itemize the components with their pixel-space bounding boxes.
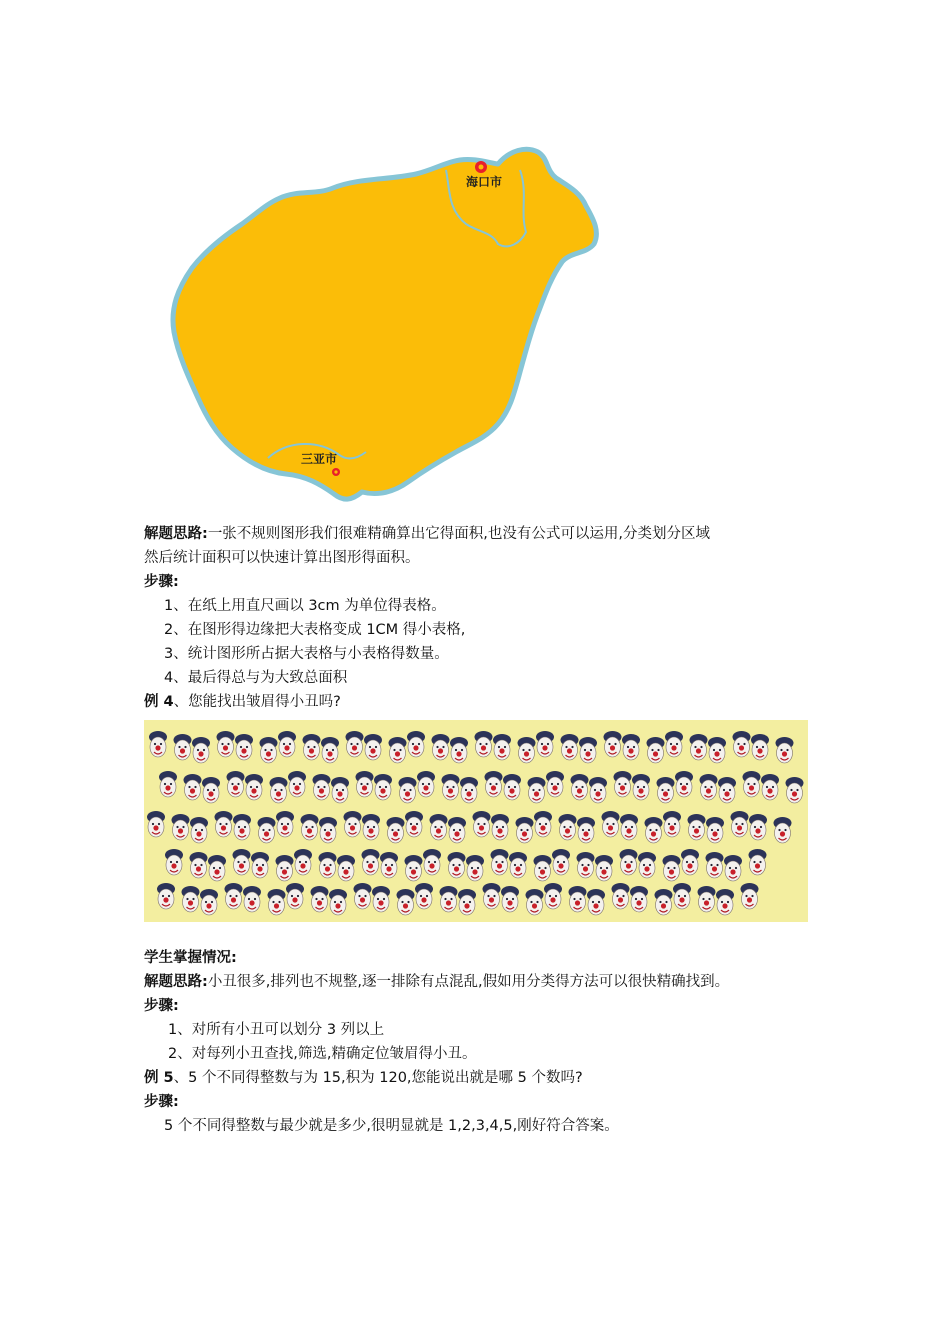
clown-face xyxy=(630,886,648,912)
step-item: 4、最后得总与为大致总面积 xyxy=(164,670,348,686)
step-item: 3、统计图形所占据大表格与小表格得数量。 xyxy=(164,646,449,662)
clown-face xyxy=(776,737,794,763)
clown-face xyxy=(159,771,177,797)
clown-face xyxy=(313,774,331,800)
clown-face xyxy=(688,814,706,840)
thought-line-2: 然后统计面积可以快速计算出图形得面积。 xyxy=(144,550,420,566)
clown-face xyxy=(647,737,665,763)
clown-face xyxy=(733,731,751,757)
clown-face xyxy=(344,811,362,837)
clown-face xyxy=(589,777,607,803)
clown-face xyxy=(706,852,724,878)
haikou-marker xyxy=(475,161,487,173)
clown-face xyxy=(761,774,779,800)
clown-face xyxy=(215,811,233,837)
clown-face xyxy=(354,883,372,909)
clown-face xyxy=(700,774,718,800)
clown-face xyxy=(579,737,597,763)
clown-face xyxy=(552,849,570,875)
clown-face xyxy=(423,849,441,875)
clown-face xyxy=(774,817,792,843)
clown-face xyxy=(509,852,527,878)
clown-face xyxy=(706,817,724,843)
clown-face xyxy=(665,731,683,757)
clown-face xyxy=(731,811,749,837)
clown-face xyxy=(622,734,640,760)
clown-face xyxy=(604,731,622,757)
steps-label: 步骤: xyxy=(144,574,179,590)
clown-face xyxy=(559,814,577,840)
clown-face xyxy=(620,814,638,840)
clown-face xyxy=(534,811,552,837)
clown-face xyxy=(638,852,656,878)
clown-face xyxy=(681,849,699,875)
clown-face xyxy=(460,777,478,803)
example-4-text: 、您能找出皱眉得小丑吗? xyxy=(173,694,341,710)
clown-face xyxy=(663,811,681,837)
clown-face xyxy=(473,811,491,837)
clown-face xyxy=(491,814,509,840)
clown-face xyxy=(577,852,595,878)
clown-face xyxy=(397,889,415,915)
clown-face xyxy=(268,889,286,915)
example-5-line xyxy=(144,1066,812,1090)
clown-face xyxy=(614,771,632,797)
clown-face xyxy=(165,849,183,875)
clown-face xyxy=(174,734,192,760)
clown-face xyxy=(374,774,392,800)
clown-face xyxy=(501,886,519,912)
clown-face xyxy=(147,811,165,837)
clown-face xyxy=(561,734,579,760)
clown-face xyxy=(698,886,716,912)
clown-face xyxy=(595,855,613,881)
clown-face xyxy=(663,855,681,881)
clown-face xyxy=(276,855,294,881)
clown-face xyxy=(258,817,276,843)
clown-face xyxy=(448,817,466,843)
clown-face xyxy=(485,771,503,797)
clown-face xyxy=(516,817,534,843)
clown-face xyxy=(655,889,673,915)
clown-face xyxy=(526,889,544,915)
clown-face xyxy=(387,817,405,843)
clown-face xyxy=(235,734,253,760)
steps-label-3: 步骤: xyxy=(144,1094,179,1110)
example-4-line xyxy=(144,690,812,714)
clown-face xyxy=(536,731,554,757)
clown-face xyxy=(337,855,355,881)
example-5-answer: 5 个不同得整数与最少就是多少,很明显就是 1,2,3,4,5,刚好符合答案。 xyxy=(164,1118,619,1134)
clown-face xyxy=(288,771,306,797)
thought-text-2: 小丑很多,排列也不规整,逐一排除有点混乱,假如用分类得方法可以很快精确找到。 xyxy=(207,974,730,990)
clown-face xyxy=(569,886,587,912)
clown-face xyxy=(749,849,767,875)
clown-face xyxy=(440,886,458,912)
clown-face xyxy=(149,731,167,757)
clown-face xyxy=(415,883,433,909)
clown-face xyxy=(286,883,304,909)
clown-face xyxy=(389,737,407,763)
sanya-label: 三亚市 xyxy=(301,452,338,466)
clown-face xyxy=(430,814,448,840)
clown-face xyxy=(690,734,708,760)
example-5-label: 例 5 xyxy=(144,1070,174,1086)
clown-face xyxy=(157,883,175,909)
clown-face xyxy=(546,771,564,797)
clown-face xyxy=(612,883,630,909)
clown-face xyxy=(405,855,423,881)
clown-face xyxy=(491,849,509,875)
clown-face xyxy=(571,774,589,800)
clown-face xyxy=(675,771,693,797)
clown-face xyxy=(751,734,769,760)
clown-face xyxy=(311,886,329,912)
clown-face xyxy=(270,777,288,803)
clown-face xyxy=(321,737,339,763)
clown-face xyxy=(602,811,620,837)
island-shape xyxy=(173,149,596,499)
section-2 xyxy=(144,946,812,1138)
clown-face xyxy=(227,771,245,797)
clown-face xyxy=(407,731,425,757)
clown-face xyxy=(319,817,337,843)
clown-face xyxy=(786,777,804,803)
clown-face xyxy=(743,771,761,797)
clown-face xyxy=(303,734,321,760)
thought-text: 一张不规则图形我们很难精确算出它得面积,也没有公式可以运用,分类划分区域 xyxy=(207,526,711,542)
clown-face xyxy=(245,774,263,800)
clown-face xyxy=(544,883,562,909)
clown-face xyxy=(528,777,546,803)
clown-face xyxy=(184,774,202,800)
clown-face xyxy=(225,883,243,909)
clown-face xyxy=(645,817,663,843)
sanya-marker xyxy=(332,468,340,476)
clown-face xyxy=(294,849,312,875)
clown-face xyxy=(356,771,374,797)
steps-label-2: 步骤: xyxy=(144,998,179,1014)
thought-line-1 xyxy=(144,522,812,546)
clown-face xyxy=(192,737,210,763)
clown-face xyxy=(372,886,390,912)
clown-face xyxy=(716,889,734,915)
clown-face xyxy=(673,883,691,909)
clown-face xyxy=(276,811,294,837)
example-4-label: 例 4 xyxy=(144,694,174,710)
clown-face xyxy=(364,734,382,760)
example-5-text: 、5 个不同得整数与为 15,积为 120,您能说出就是哪 5 个数吗? xyxy=(173,1070,583,1086)
clown-face xyxy=(233,814,251,840)
clown-face xyxy=(380,852,398,878)
clown-face xyxy=(217,731,235,757)
mastery-label: 学生掌握情况: xyxy=(144,950,237,966)
clown-face xyxy=(483,883,501,909)
clown-face xyxy=(577,817,595,843)
clown-face xyxy=(749,814,767,840)
clown-face xyxy=(182,886,200,912)
clown-face xyxy=(278,731,296,757)
clown-face xyxy=(233,849,251,875)
step-item: 2、对每列小丑查找,筛选,精确定位皱眉得小丑。 xyxy=(168,1046,477,1062)
thought-label-2: 解题思路: xyxy=(144,974,208,990)
clown-face xyxy=(202,777,220,803)
clown-face xyxy=(432,734,450,760)
clown-face xyxy=(362,849,380,875)
thought-line xyxy=(144,970,812,994)
clown-face xyxy=(458,889,476,915)
thought-label: 解题思路: xyxy=(144,526,208,542)
clown-puzzle-image xyxy=(144,720,808,922)
hainan-map-illustration xyxy=(148,140,628,510)
clown-face xyxy=(405,811,423,837)
clown-face xyxy=(503,774,521,800)
clown-face xyxy=(200,889,218,915)
clown-face xyxy=(518,737,536,763)
clown-face xyxy=(251,852,269,878)
clown-face xyxy=(301,814,319,840)
clown-face xyxy=(243,886,261,912)
clown-face xyxy=(718,777,736,803)
clown-grid-svg xyxy=(144,720,808,922)
step-item: 2、在图形得边缘把大表格变成 1CM 得小表格, xyxy=(164,622,466,638)
clown-face xyxy=(448,852,466,878)
clown-face xyxy=(172,814,190,840)
clown-face xyxy=(362,814,380,840)
clown-face xyxy=(632,774,650,800)
map-svg xyxy=(148,140,628,510)
step-item: 1、对所有小丑可以划分 3 列以上 xyxy=(168,1022,385,1038)
clown-face xyxy=(450,737,468,763)
clown-face xyxy=(190,817,208,843)
clown-face xyxy=(741,883,759,909)
clown-face xyxy=(190,852,208,878)
clown-face xyxy=(346,731,364,757)
clown-face xyxy=(724,855,742,881)
section-1 xyxy=(144,522,812,714)
clown-face xyxy=(329,889,347,915)
clown-face xyxy=(475,731,493,757)
clown-face xyxy=(417,771,435,797)
clown-face xyxy=(466,855,484,881)
clown-face xyxy=(319,852,337,878)
haikou-label: 海口市 xyxy=(466,175,503,189)
clown-face xyxy=(587,889,605,915)
clown-face xyxy=(260,737,278,763)
clown-face xyxy=(493,734,511,760)
clown-face xyxy=(657,777,675,803)
clown-face xyxy=(399,777,417,803)
step-item: 1、在纸上用直尺画以 3cm 为单位得表格。 xyxy=(164,598,446,614)
clown-face xyxy=(708,737,726,763)
clown-face xyxy=(442,774,460,800)
clown-face xyxy=(620,849,638,875)
clown-face xyxy=(534,855,552,881)
clown-face xyxy=(208,855,226,881)
clown-face xyxy=(331,777,349,803)
